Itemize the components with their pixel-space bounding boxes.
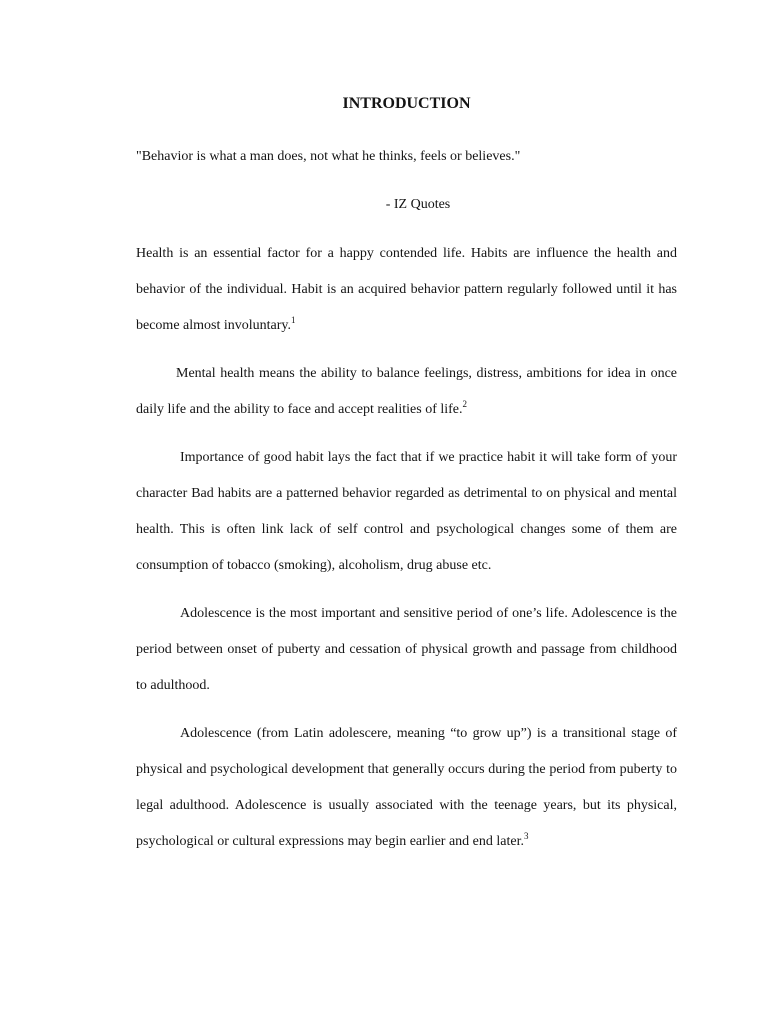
- paragraph-adolescence-period: [136, 596, 677, 704]
- epigraph-attribution: - IZ Quotes: [385, 197, 451, 212]
- footnote-marker: 3: [523, 831, 529, 841]
- footnote-marker: 2: [462, 399, 468, 409]
- paragraph-text: Adolescence is the most important and sensitive period of one’s life. Adolescence is the period between onset of puberty and cessation of physical growth and passage from childhood to adulthood.: [136, 606, 677, 693]
- paragraph-text: Health is an essential factor for a happy contended life. Habits are influence the health and behavior of the individual. Habit is an acquired behavior pattern regularly followed until it has become almost involuntary.: [136, 246, 677, 333]
- footnote-marker: 1: [291, 315, 296, 325]
- paragraph-adolescence-definition: [136, 716, 677, 860]
- paragraph-text: Mental health means the ability to balance feelings, distress, ambitions for idea in once daily life and the ability to face and accept realities of life.: [136, 366, 677, 417]
- paragraph-mental-health: [136, 356, 677, 428]
- page-title: INTRODUCTION: [342, 95, 471, 112]
- paragraph-habits: [136, 440, 677, 584]
- paragraph-text: Adolescence (from Latin adolescere, meaning “to grow up”) is a transitional stage of physical and psychological development that generally occurs during the period from puberty to legal adulthood. Adolescence is usually associated with the teenage years, but its physical, psychological or cultural expressions may begin earlier and end later.: [136, 726, 677, 849]
- paragraph-health: [136, 236, 677, 344]
- epigraph-quote: "Behavior is what a man does, not what he thinks, feels or believes.": [136, 149, 521, 164]
- paragraph-text: Importance of good habit lays the fact that if we practice habit it will take form of your character Bad habits are a patterned behavior regarded as detrimental to on physical and mental health. This is often link lack of self control and psychological changes some of them are consumption of tobacco (smoking), alcoholism, drug abuse etc.: [136, 450, 677, 573]
